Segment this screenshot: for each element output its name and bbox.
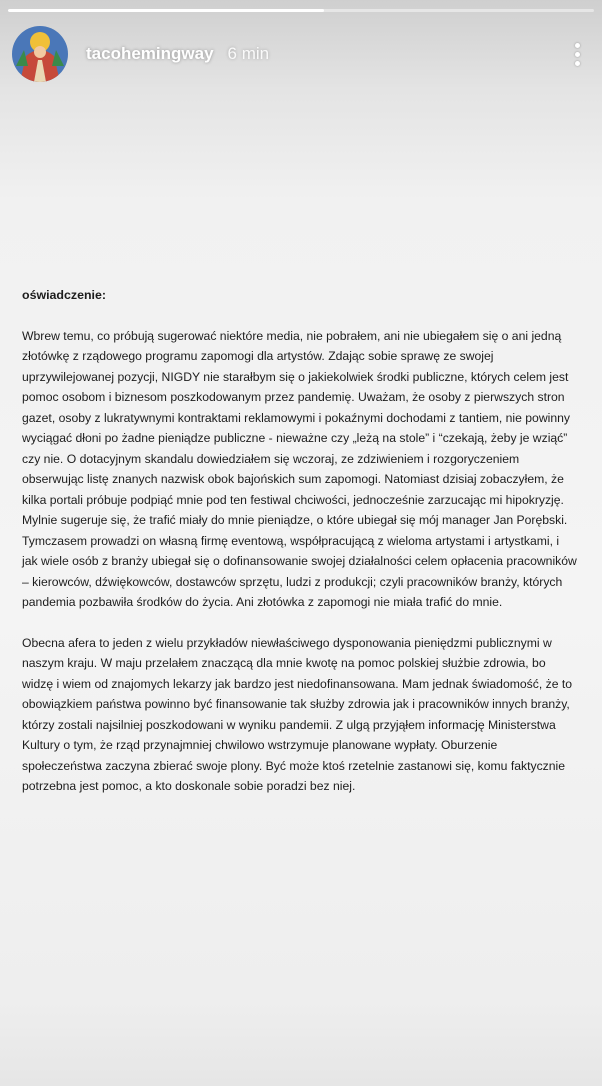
avatar[interactable] bbox=[12, 26, 68, 82]
avatar-icon bbox=[12, 26, 68, 82]
more-vertical-icon bbox=[575, 52, 580, 57]
more-vertical-icon bbox=[575, 61, 580, 66]
story-header bbox=[12, 24, 590, 84]
statement-paragraph: Wbrew temu, co próbują sugerować niektóre media, nie pobrałem, ani nie ubiegałem się o ani jedną złotówkę z rządowego programu zapomogi dla artystów. Zdając sobie sprawę ze swojej uprzywilejowanej pozycji, NIGDY nie starałbym się o jakiekolwiek środki publiczne, których celem jest pomoc osobom i biznesom poszkodowanym przez pandemię. Uważam, że osoby z pierwszych stron gazet, osoby z lukratywnymi kontraktami reklamowymi i pokaźnymi dochodami z tantiem, nie powinny wyciągać dłoni po żadne pieniądze publiczne - nieważne czy „leżą na stole” i “czekają, żeby je wziąć” czy nie. O dotacyjnym skandalu dowiedziałem się wczoraj, ze zdziwieniem i rozgoryczeniem obserwując listę znanych nazwisk obok bajońskich sum zapomogi. Natomiast dzisiaj zobaczyłem, że kilka portali próbuje podpiąć mnie pod ten festiwal chciwości, jednocześnie zarzucając mi hipokryzję. Mylnie sugeruje się, że trafić miały do mnie pieniądze, o które ubiegał się mój manager Jan Porębski. Tymczasem prowadzi on własną firmę eventową, współpracującą z wieloma artystami i artystkami, i jak wiele osób z branży ubiegał się o dofinansowanie swojej działalności celem opłacenia pracowników – kierowców, dźwiękowców, dostawców sprzętu, ludzi z produkcji; czyli pracowników branży, których pandemia pozbawiła środków do życia. Ani złotówka z zapomogi nie miała trafić do mnie. bbox=[22, 328, 577, 609]
statement-content bbox=[22, 285, 578, 817]
story-timestamp: 6 min bbox=[227, 44, 270, 63]
more-vertical-icon bbox=[575, 43, 580, 48]
story-progress-fill bbox=[8, 9, 324, 12]
story-progress-bar bbox=[8, 9, 594, 12]
statement-paragraph: Obecna afera to jeden z wielu przykładów niewłaściwego dysponowania pieniędzmi publicznymi w naszym kraju. W maju przelałem znaczącą dla mnie kwotę na pomoc polskiej służbie zdrowia, bo widzę i wiem od znajomych lekarzy jak bardzo jest niedofinansowana. Mam jednak świadomość, że to obowiązkiem państwa powinno być finansowanie tak służby zdrowia jak i pracowników innych branży, którzy zostali najsilniej poszkodowani w wyniku pandemii. Z ulgą przyjąłem informację Ministerstwa Kultury o tym, że rząd przynajmniej chwilowo wstrzymuje planowane wypłaty. Oburzenie społeczeństwa zaczyna zbierać swoje plony. Być może ktoś rzetelnie zastanowi się, komu faktycznie potrzebna jest pomoc, a kto doskonale sobie poradzi bez niej. bbox=[22, 635, 573, 793]
username[interactable]: tacohemingway bbox=[86, 44, 214, 63]
more-options-button[interactable] bbox=[564, 34, 590, 74]
statement-heading: oświadczenie: bbox=[22, 288, 107, 302]
